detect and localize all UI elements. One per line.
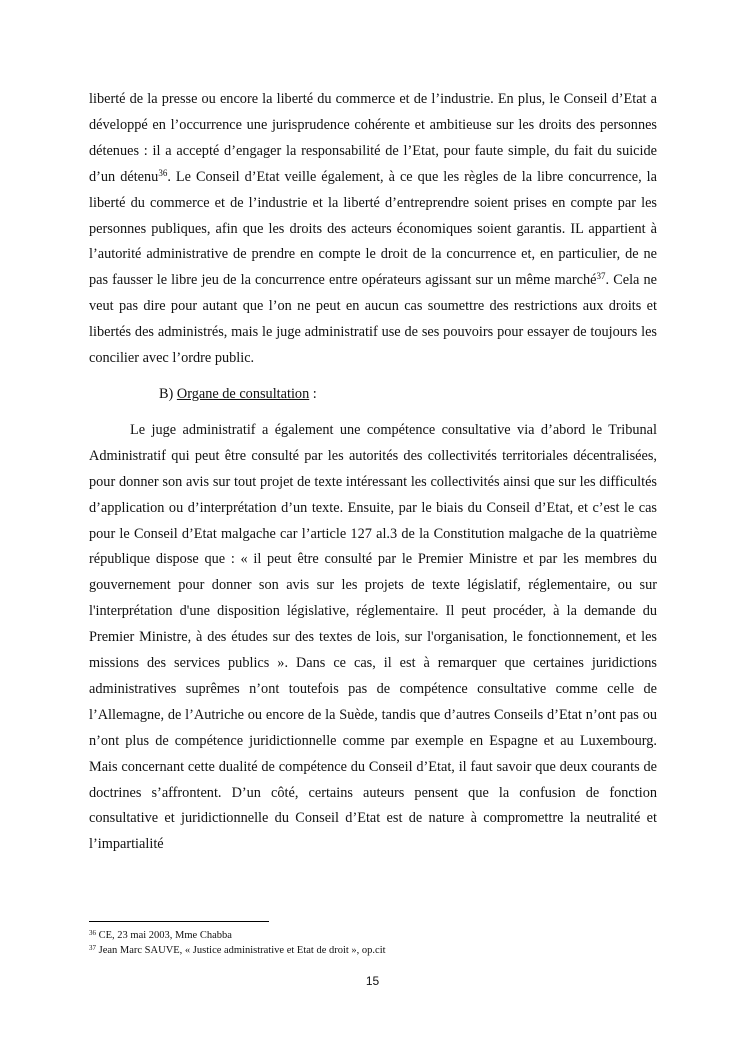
footnote-36 bbox=[89, 928, 657, 943]
footnote-ref-37: 37 bbox=[596, 271, 606, 282]
paragraph-1 bbox=[89, 87, 657, 372]
footnote-ref-36: 36 bbox=[158, 167, 168, 178]
footnotes bbox=[89, 928, 657, 958]
paragraph-2: Le juge administratif a également une compétence consultative via d’abord le Tribunal Administratif qui peut être consulté par les autorités des collectivités territoriales décentralisées, pour donner son avis sur tout projet de texte intéressant les collectivités ainsi que sur les difficultés d’application ou d’interprétation d’un texte. Ensuite, par le biais du Conseil d’Etat, et c’est le cas pour le Conseil d’Etat malgache car l’article 127 al.3 de la Constitution malgache de la quatrième république dispose que : « il peut être consulté par le Premier Ministre et par les membres du gouvernement pour donner son avis sur les projets de texte législatif, réglementaire, ou sur l'interprétation d'une disposition législative, réglementaire. Il peut procéder, à la demande du Premier Ministre, à des études sur des textes de lois, sur l'organisation, le fonctionnement, et les missions des services publics ». Dans ce cas, il est à remarquer que certaines juridictions administratives suprêmes n’ont toutefois pas de compétence consultative comme celle de l’Allemagne, de l’Autriche ou encore de la Suède, tandis que d’autres Conseils d’Etat n’ont pas ou n’ont plus de compétence juridictionnelle comme par exemple en Espagne et au Luxembourg. Mais concernant cette dualité de compétence du Conseil d’Etat, il faut savoir que deux courants de doctrines s’affrontent. D’un côté, certains auteurs pensent que la confusion de fonction consultative et juridictionnelle du Conseil d’Etat est de nature à compromettre la neutralité et l’impartialité bbox=[89, 421, 657, 853]
section-suffix: : bbox=[309, 385, 317, 402]
paragraph-1-text-a: liberté de la presse ou encore la liberté du commerce et de l’industrie. En plus, le Conseil d’Etat a développé en l’occurrence une jurisprudence cohérente et ambitieuse sur les droits des personnes détenues : il a accepté d’engager la responsabilité de l’Etat, pour faute simple, du fait du suicide d’un détenu bbox=[89, 91, 657, 185]
footnote-text: Jean Marc SAUVE, « Justice administrative et Etat de droit », op.cit bbox=[96, 945, 386, 956]
footnote-number: 37 bbox=[89, 944, 96, 952]
page-number: 15 bbox=[365, 974, 380, 988]
paragraph-1-text-c: . Cela ne veut pas dire pour autant que l’on ne peut en aucun cas soumettre des restrictions aux droits et libertés des administrés, mais le juge administratif use de ses pouvoirs pour essayer de toujours les concilier avec l’ordre public. bbox=[89, 272, 657, 367]
footnote-text: CE, 23 mai 2003, Mme Chabba bbox=[96, 930, 232, 941]
page-body bbox=[89, 87, 657, 858]
footnote-37 bbox=[89, 943, 657, 958]
paragraph-1-text-b: . Le Conseil d’Etat veille également, à ce que les règles de la libre concurrence, la liberté du commerce et de l’industrie et la liberté d’entreprendre soient prises en compte par les personnes publiques, afin que les droits des acteurs économiques soient garantis. IL appartient à l’autorité administrative de prendre en compte le droit de la concurrence et, en particulier, de ne pas fausser le libre jeu de la concurrence entre opérateurs agissant sur un même marché bbox=[89, 168, 658, 289]
section-title: Organe de consultation bbox=[176, 385, 310, 402]
section-prefix: B) bbox=[159, 385, 177, 402]
footnote-divider bbox=[89, 921, 269, 922]
footnote-number: 36 bbox=[89, 929, 96, 937]
section-heading bbox=[159, 382, 657, 408]
